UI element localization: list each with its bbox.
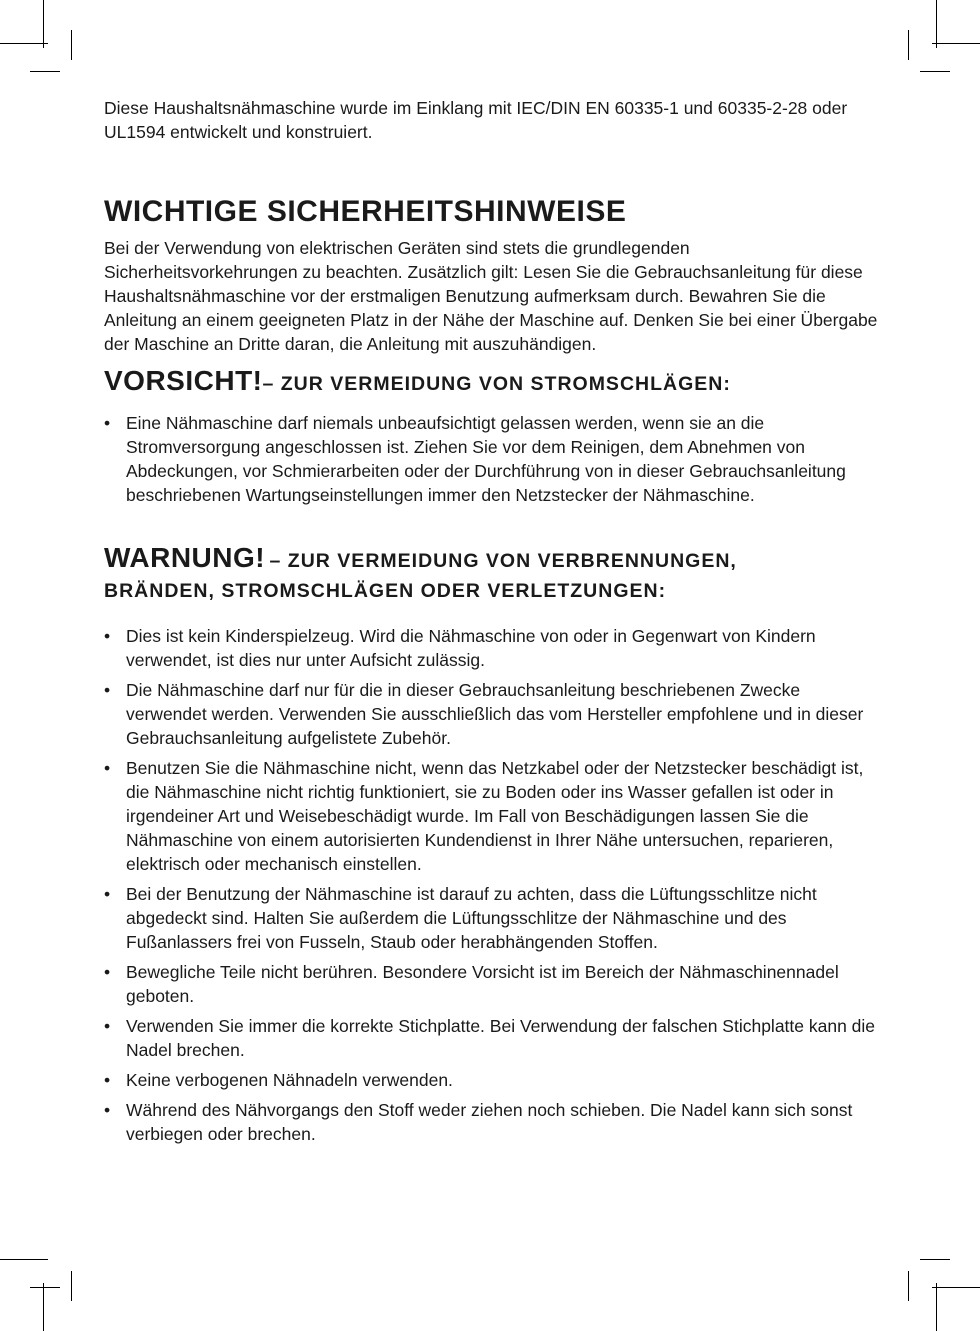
warning-list xyxy=(104,624,884,1146)
list-item-text: Keine verbogenen Nähnadeln verwenden. xyxy=(126,1070,453,1090)
list-item-text: Benutzen Sie die Nähmaschine nicht, wenn das Netzkabel oder der Netzstecker beschädigt ist, die Nähmaschine nicht richtig funktioniert, sie zu Boden oder ins Wasser gefallen ist oder in irgendeiner Art und Weisebeschädigt wurde. Im Fall von Beschädigungen lassen Sie die Nähmaschine von einem autorisierten Kundendienst in Ihrer Nähe untersuchen, reparieren, elektrisch oder mechanisch einstellen. xyxy=(126,758,864,874)
crop-mark xyxy=(920,71,950,72)
list-item xyxy=(104,1014,884,1062)
crop-mark xyxy=(920,1259,950,1260)
bullet-icon: • xyxy=(104,626,111,646)
crop-mark xyxy=(908,30,909,60)
page-content xyxy=(104,96,884,1152)
bullet-icon: • xyxy=(104,962,111,982)
bullet-icon: • xyxy=(104,884,111,904)
list-item xyxy=(104,411,884,507)
crop-mark xyxy=(71,30,72,60)
caution-label: VORSICHT! xyxy=(104,365,263,396)
crop-mark xyxy=(932,1287,980,1288)
list-item xyxy=(104,960,884,1008)
bullet-icon: • xyxy=(104,413,111,433)
crop-mark xyxy=(0,1259,48,1260)
caution-heading xyxy=(104,366,884,401)
warning-heading xyxy=(104,543,884,604)
list-item-text: Die Nähmaschine darf nur für die in dieser Gebrauchsanleitung beschriebenen Zwecke verwendet werden. Verwenden Sie ausschließlich das vom Hersteller empfohlene und in dieser Gebrauchsanleitung aufgelistete Zubehör. xyxy=(126,680,864,748)
crop-mark xyxy=(932,43,980,44)
list-item-text: Dies ist kein Kinderspielzeug. Wird die Nähmaschine von oder in Gegenwart von Kindern verwendet, ist dies nur unter Aufsicht zulässig. xyxy=(126,626,816,670)
crop-mark xyxy=(43,0,44,48)
crop-mark xyxy=(936,0,937,48)
bullet-icon: • xyxy=(104,1016,111,1036)
list-item xyxy=(104,1068,884,1092)
warning-label: WARNUNG! xyxy=(104,542,266,573)
list-item xyxy=(104,882,884,954)
caution-subtitle: – ZUR VERMEIDUNG VON STROMSCHLÄGEN: xyxy=(262,373,731,395)
crop-mark xyxy=(71,1271,72,1301)
bullet-icon: • xyxy=(104,758,111,778)
crop-mark xyxy=(43,1283,44,1331)
bullet-icon: • xyxy=(104,1070,111,1090)
list-item xyxy=(104,1098,884,1146)
crop-mark xyxy=(0,43,48,44)
list-item-text: Bei der Benutzung der Nähmaschine ist darauf zu achten, dass die Lüftungsschlitze nicht abgedeckt sind. Halten Sie außerdem die Lüftungsschlitze der Nähmaschine und des Fußanlassers frei von Fusseln, Staub oder herabhängenden Stoffen. xyxy=(126,884,817,952)
warning-subtitle-line1: – ZUR VERMEIDUNG VON VERBRENNUNGEN, xyxy=(269,550,737,572)
crop-mark xyxy=(936,1283,937,1331)
crop-mark xyxy=(908,1271,909,1301)
list-item-text: Verwenden Sie immer die korrekte Stichplatte. Bei Verwendung der falschen Stichplatte kann die Nadel brechen. xyxy=(126,1016,876,1060)
intro-paragraph: Bei der Verwendung von elektrischen Geräten sind stets die grundlegenden Sicherheitsvorkehrungen zu beachten. Zusätzlich gilt: Lesen Sie die Gebrauchsanleitung für diese Haushaltsnähmaschine vor der erstmaligen Benutzung aufmerksam durch. Bewahren Sie die Anleitung an einem geeigneten Platz in der Nähe der Maschine auf. Denken Sie bei einer Übergabe der Maschine an Dritte daran, die Anleitung mit auszuhändigen. xyxy=(104,238,878,354)
bullet-icon: • xyxy=(104,1100,111,1120)
crop-mark xyxy=(30,71,60,72)
warning-subtitle-line2: BRÄNDEN, STROMSCHLÄGEN ODER VERLETZUNGEN: xyxy=(104,580,667,602)
list-item xyxy=(104,624,884,672)
page-title: WICHTIGE SICHERHEITSHINWEISE xyxy=(104,195,627,228)
list-item-text: Während des Nähvorgangs den Stoff weder ziehen noch schieben. Die Nadel kann sich sonst verbiegen oder brechen. xyxy=(126,1100,853,1144)
list-item-text: Eine Nähmaschine darf niemals unbeaufsichtigt gelassen werden, wenn sie an die Stromversorgung angeschlossen ist. Ziehen Sie vor dem Reinigen, dem Abnehmen von Abdeckungen, vor Schmierarbeiten oder der Durchführung von in dieser Gebrauchsanleitung beschriebenen Wartungseinstellungen immer den Netzstecker der Nähmaschine. xyxy=(126,413,846,505)
caution-list xyxy=(104,411,884,507)
crop-mark xyxy=(30,1287,60,1288)
list-item-text: Bewegliche Teile nicht berühren. Besondere Vorsicht ist im Bereich der Nähmaschinennadel geboten. xyxy=(126,962,839,1006)
list-item xyxy=(104,756,884,876)
list-item xyxy=(104,678,884,750)
intro-text: Diese Haushaltsnähmaschine wurde im Einklang mit IEC/DIN EN 60335-1 und 60335-2-28 oder UL1594 entwickelt und konstruiert. xyxy=(104,98,848,142)
bullet-icon: • xyxy=(104,680,111,700)
